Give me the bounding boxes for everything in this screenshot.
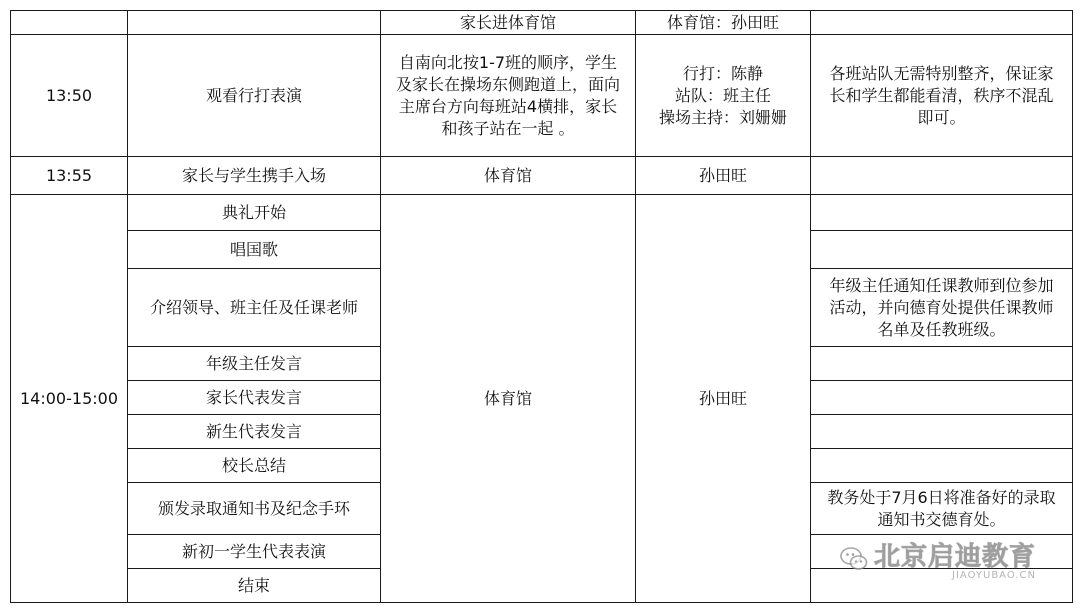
note-cell bbox=[811, 231, 1073, 269]
note-cell bbox=[811, 35, 1073, 157]
watermark-text: 北京启迪教育 bbox=[874, 542, 1037, 572]
time-text: 14:00-15:00 bbox=[20, 388, 118, 408]
activity-cell bbox=[128, 157, 381, 195]
time-text: 13:55 bbox=[45, 165, 93, 185]
note-cell bbox=[811, 347, 1073, 381]
location-cell bbox=[381, 157, 636, 195]
activity-cell bbox=[128, 269, 381, 347]
location-text: 体育馆 bbox=[483, 165, 532, 185]
person-text: 孙田旺 bbox=[698, 388, 747, 408]
activity-text: 新生代表发言 bbox=[205, 421, 302, 441]
activity-cell bbox=[128, 415, 381, 449]
time-cell bbox=[11, 157, 128, 195]
note-text: 各班站队无需特别整齐，保证家 长和学生都能看清，秩序不混乱 即可。 bbox=[829, 63, 1054, 127]
activity-cell bbox=[128, 231, 381, 269]
ceremony-time-cell bbox=[11, 195, 128, 603]
location-cell bbox=[381, 11, 636, 35]
table-row bbox=[11, 195, 1073, 231]
activity-text: 介绍领导、班主任及任课老师 bbox=[149, 297, 358, 317]
activity-cell bbox=[128, 347, 381, 381]
time-cell bbox=[11, 11, 128, 35]
activity-text: 唱国歌 bbox=[229, 239, 278, 259]
note-cell bbox=[811, 381, 1073, 415]
activity-text: 校长总结 bbox=[221, 455, 286, 475]
person-cell bbox=[636, 35, 811, 157]
watermark-subtext: JIAOYUBAO.CN bbox=[952, 570, 1036, 581]
note-cell bbox=[811, 195, 1073, 231]
activity-text: 年级主任发言 bbox=[205, 353, 302, 373]
note-cell bbox=[811, 269, 1073, 347]
activity-cell bbox=[128, 11, 381, 35]
table-row bbox=[11, 35, 1073, 157]
location-text: 自南向北按1-7班的顺序，学生 及家长在操场东侧跑道上，面向 主席台方向每班站4横排，家长 和孩子站在一起 。 bbox=[395, 52, 620, 138]
location-cell bbox=[381, 35, 636, 157]
activity-cell bbox=[128, 449, 381, 483]
person-cell bbox=[636, 157, 811, 195]
schedule-table bbox=[10, 10, 1073, 603]
note-text: 年级主任通知任课教师到位参加 活动，并向德育处提供任课教师 名单及任教班级。 bbox=[829, 275, 1054, 339]
person-text: 孙田旺 bbox=[698, 165, 747, 185]
location-text: 体育馆 bbox=[483, 388, 532, 408]
activity-text: 家长与学生携手入场 bbox=[181, 165, 326, 185]
note-cell bbox=[811, 483, 1073, 535]
person-text: 行打：陈静 站队：班主任 操场主持：刘姗姗 bbox=[658, 63, 787, 127]
activity-text: 新初一学生代表表演 bbox=[181, 541, 326, 561]
activity-cell bbox=[128, 381, 381, 415]
activity-text: 典礼开始 bbox=[221, 202, 286, 222]
note-cell bbox=[811, 157, 1073, 195]
note-text: 教务处于7月6日将准备好的录取 通知书交德育处。 bbox=[827, 487, 1056, 529]
activity-cell bbox=[128, 535, 381, 569]
person-cell bbox=[636, 11, 811, 35]
activity-text: 家长代表发言 bbox=[205, 387, 302, 407]
ceremony-location-cell bbox=[381, 195, 636, 603]
activity-cell bbox=[128, 569, 381, 603]
note-cell bbox=[811, 11, 1073, 35]
note-cell bbox=[811, 449, 1073, 483]
note-cell bbox=[811, 415, 1073, 449]
activity-cell bbox=[128, 195, 381, 231]
table-row bbox=[11, 11, 1073, 35]
person-text: 体育馆：孙田旺 bbox=[666, 12, 779, 32]
activity-text: 结束 bbox=[237, 575, 270, 595]
ceremony-person-cell bbox=[636, 195, 811, 603]
activity-cell bbox=[128, 35, 381, 157]
table-row bbox=[11, 157, 1073, 195]
note-cell bbox=[811, 535, 1073, 569]
activity-text: 观看行打表演 bbox=[205, 85, 302, 105]
location-text: 家长进体育馆 bbox=[459, 12, 556, 32]
time-text: 13:50 bbox=[45, 85, 93, 105]
activity-cell bbox=[128, 483, 381, 535]
activity-text: 颁发录取通知书及纪念手环 bbox=[157, 498, 350, 518]
time-cell bbox=[11, 35, 128, 157]
note-cell bbox=[811, 569, 1073, 603]
